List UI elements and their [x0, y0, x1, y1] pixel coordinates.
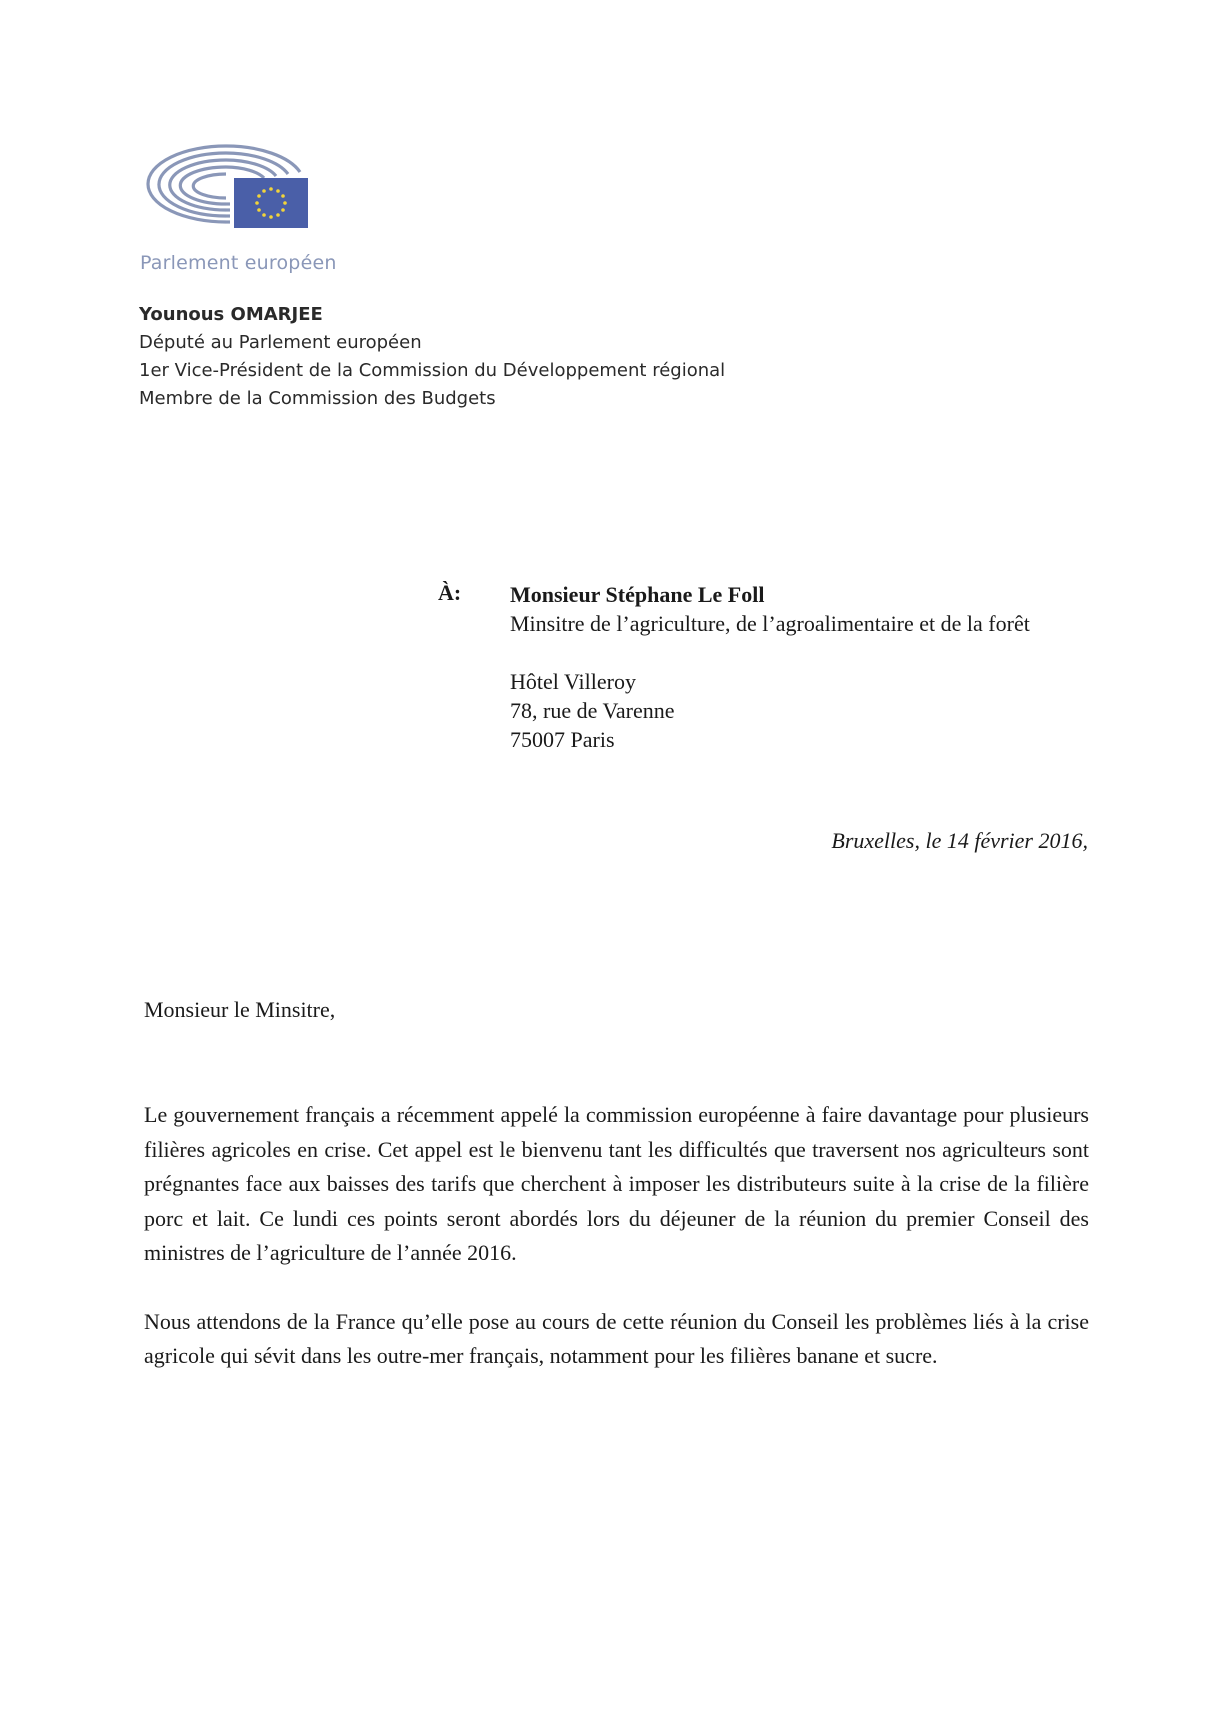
sender-line: 1er Vice-Président de la Commission du Développement régional — [139, 360, 726, 381]
body-paragraph: Nous attendons de la France qu’elle pose au cours de cette réunion du Conseil les problèmes liés à la crise agricole qui sévit dans les outre-mer français, notamment pour les filières banane et sucre. — [144, 1308, 1089, 1368]
european-parliament-logo — [138, 140, 338, 250]
letter-date: Bruxelles, le 14 février 2016, — [831, 828, 1088, 853]
recipient-title: Minsitre de l’agriculture, de l’agroalimentaire et de la forêt — [510, 611, 1030, 636]
address-line: Hôtel Villeroy — [510, 669, 636, 694]
sender-line: Député au Parlement européen — [139, 332, 422, 353]
body-paragraph: Le gouvernement français a récemment appelé la commission européenne à faire davantage pour plusieurs filières agricoles en crise. Cet appel est le bienvenu tant les difficultés que traversent nos agriculteurs sont prégnantes face aux baisses des tarifs que cherchent à imposer les distributeurs suite à la crise de la filière porc et lait. Ce lundi ces points seront abordés lors du déjeuner de la réunion du premier Conseil des ministres de l’agriculture de l’année 2016. — [144, 1102, 1089, 1265]
logo-text: Parlement européen — [140, 252, 337, 274]
letter-body — [144, 1098, 1089, 1408]
recipient-label: À: — [438, 580, 462, 605]
address-line: 78, rue de Varenne — [510, 698, 675, 723]
eu-flag — [234, 178, 308, 228]
salutation: Monsieur le Minsitre, — [144, 997, 336, 1022]
sender-line: Membre de la Commission des Budgets — [139, 388, 496, 409]
sender-name: Younous OMARJEE — [139, 304, 323, 325]
recipient-name: Monsieur Stéphane Le Foll — [510, 582, 765, 607]
recipient-block — [510, 580, 1030, 754]
sender-block — [139, 301, 725, 413]
address-line: 75007 Paris — [510, 727, 615, 752]
